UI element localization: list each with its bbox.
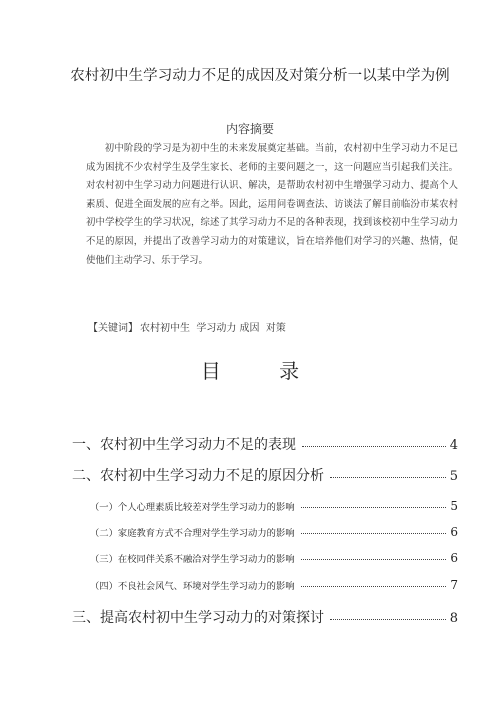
- toc-page-number: 6: [450, 551, 458, 565]
- toc-leader-dots: [302, 445, 446, 447]
- abstract-body: 初中阶段的学习是为初中生的未来发展奠定基础。当前，农村初中生学习动力不足已成为困扰不少农村学生及学生家长、老师的主要问题之一，这一问题应当引起我们关注。对农村初中生学习动力问题进行认识、解决，是帮助农村初中生增强学习动力、提高个人素质、促进全面发展的应有之举。因此，运用问卷调查法、访谈法了解目前临汾市某农村初中学校学生的学习状况，综述了其学习动力不足的各种表现，找到该校初中生学习动力不足的原因，并提出了改善学习动力的对策建议，旨在培养他们对学习的兴趣、热情，促使他们主动学习、乐于学习。: [86, 143, 458, 266]
- toc-leader-dots: [301, 506, 447, 508]
- toc-leader-dots: [330, 476, 446, 478]
- toc-entry-text: 一、农村初中生学习动力不足的表现: [72, 437, 296, 453]
- keywords-terms: 农村初中生 学习动力 成因 对策: [140, 323, 286, 334]
- toc-entry-text: （一）个人心理素质比较差对学生学习动力的影响: [90, 502, 295, 513]
- keywords-line: [88, 319, 286, 334]
- toc-heading: 目 录: [200, 359, 326, 383]
- toc-page-number: 7: [450, 578, 458, 592]
- toc-leader-dots: [330, 618, 446, 620]
- toc-entry-text: （二）家庭教育方式不合理对学生学习动力的影响: [90, 528, 295, 539]
- toc-entry[interactable]: [72, 465, 458, 485]
- toc-leader-dots: [301, 585, 447, 587]
- toc-entry-text: 三、提高农村初中生学习动力的对策探讨: [72, 610, 324, 626]
- toc-page-number: 4: [449, 438, 458, 453]
- toc-subentry[interactable]: [90, 578, 458, 592]
- toc-leader-dots: [301, 532, 447, 534]
- toc-entry[interactable]: [72, 434, 458, 454]
- toc-page-number: 8: [449, 611, 458, 626]
- toc-leader-dots: [301, 558, 447, 560]
- keywords-label: 【关键词】: [88, 323, 138, 334]
- toc-page-number: 6: [450, 525, 458, 539]
- toc-subentry[interactable]: [90, 525, 458, 539]
- toc-subentry[interactable]: [90, 499, 458, 513]
- toc-page-number: 5: [450, 499, 458, 513]
- toc-page-number: 5: [449, 469, 458, 484]
- toc-subentry[interactable]: [90, 551, 458, 565]
- toc-entry-text: 二、农村初中生学习动力不足的原因分析: [72, 468, 324, 484]
- abstract-heading: 内容摘要: [225, 122, 274, 136]
- toc-entry[interactable]: [72, 607, 458, 627]
- toc-entry-text: （三）在校同伴关系不融洽对学生学习动力的影响: [90, 554, 295, 565]
- document-title: 农村初中生学习动力不足的成因及对策分析一以某中学为例: [70, 68, 450, 84]
- toc-entry-text: （四）不良社会风气、环境对学生学习动力的影响: [90, 581, 295, 592]
